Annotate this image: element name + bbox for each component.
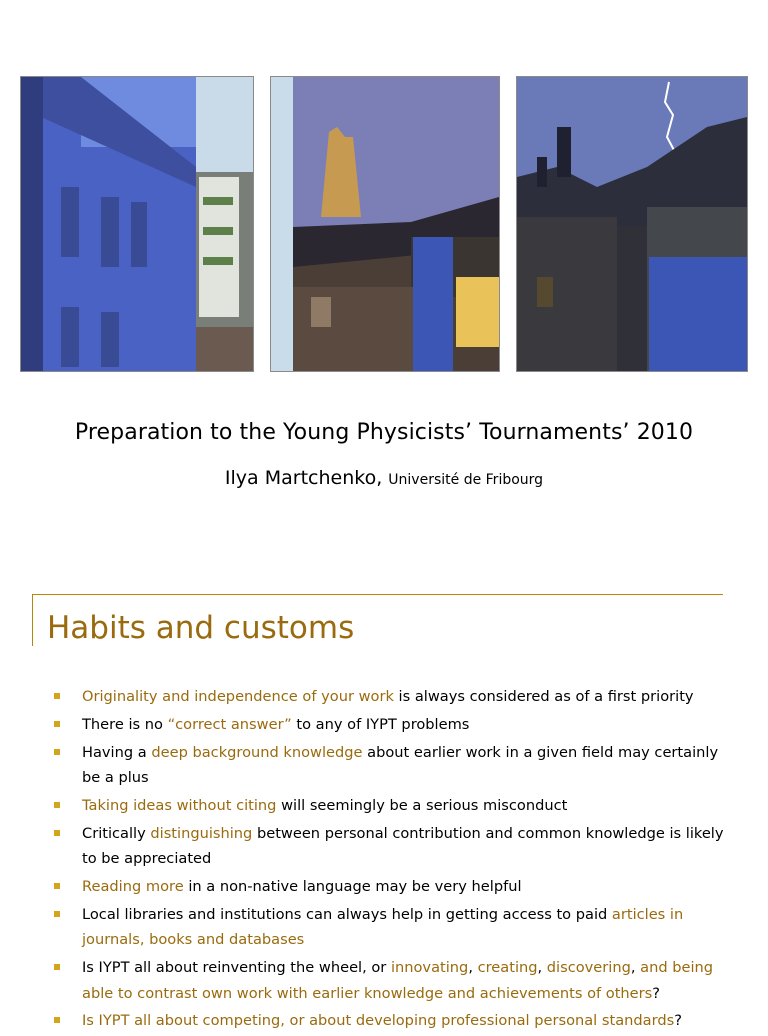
bullet-item — [54, 740, 724, 791]
bullet-square-icon — [54, 911, 60, 917]
bullet-square-icon — [54, 1017, 60, 1023]
highlighted-text: Is IYPT all about competing, or about developing professional personal standards — [82, 1012, 675, 1030]
bullet-item — [54, 684, 724, 710]
title-block — [0, 420, 768, 489]
bullet-text: ? — [652, 984, 661, 1002]
highlighted-text: Originality and independence of your work — [82, 688, 394, 705]
photo-strip — [20, 76, 748, 372]
highlighted-text: deep background knowledge — [151, 743, 363, 761]
author-name: Ilya Martchenko, — [224, 467, 383, 489]
presentation-title: Preparation to the Young Physicists’ Tournaments’ 2010 — [74, 420, 694, 445]
bullet-item — [54, 874, 724, 900]
bullet-square-icon — [54, 693, 60, 699]
highlighted-text: distinguishing — [150, 824, 253, 842]
bullet-square-icon — [54, 964, 60, 970]
bullet-text: , — [537, 959, 547, 977]
photo-rooftops-lightning — [516, 76, 748, 372]
bullet-text: between personal contribution and common knowledge is likely to be appreciated — [82, 824, 724, 868]
slide-heading: Habits and customs — [47, 610, 355, 646]
author-line — [0, 467, 768, 489]
bullet-text: Critically — [82, 824, 151, 842]
bullet-square-icon — [54, 721, 60, 727]
bullet-text: about earlier work in a given field may certainly be a plus — [82, 743, 719, 787]
highlighted-text: articles in journals, books and databases — [82, 905, 684, 949]
highlighted-text: Reading more — [82, 877, 184, 895]
highlighted-text: creating — [477, 959, 538, 977]
bullet-square-icon — [54, 802, 60, 808]
bullet-list — [54, 684, 724, 1036]
bullet-text: is always considered as of a first priority — [393, 688, 694, 705]
bullet-text: There is no — [82, 715, 168, 733]
slide-top-rule — [32, 594, 723, 595]
bullet-text: Having a — [82, 743, 152, 761]
bullet-text: , — [630, 959, 641, 977]
highlighted-text: innovating — [390, 959, 469, 977]
bullet-text: ? — [674, 1012, 682, 1030]
bullet-text: in a non-native language may be very helpful — [183, 877, 522, 895]
bullet-square-icon — [54, 749, 60, 755]
bullet-text: will seemingly be a serious misconduct — [276, 796, 568, 814]
highlighted-text: Taking ideas without citing — [82, 796, 277, 814]
highlighted-text: “correct answer” — [167, 715, 292, 733]
bullet-text: Local libraries and institutions can always help in getting access to paid — [82, 905, 612, 923]
bullet-text: Is IYPT all about reinventing the wheel, or — [82, 959, 391, 977]
highlighted-text: discovering — [546, 959, 631, 977]
bullet-item — [54, 955, 724, 1006]
slide-left-rule — [32, 594, 33, 646]
highlighted-text: and being able to contrast own work with earlier knowledge and achievements of others — [82, 959, 714, 1002]
bullet-item — [54, 1008, 724, 1034]
bullet-square-icon — [54, 883, 60, 889]
photo-building-facade — [20, 76, 254, 372]
bullet-square-icon — [54, 830, 60, 836]
author-affiliation: Université de Fribourg — [388, 472, 544, 488]
bullet-item — [54, 793, 724, 819]
bullet-item — [54, 712, 724, 738]
photo-cathedral-night — [270, 76, 500, 372]
bullet-item — [54, 902, 724, 953]
bullet-text: , — [468, 959, 478, 977]
bullet-text: to any of IYPT problems — [291, 715, 470, 733]
bullet-item — [54, 821, 724, 872]
